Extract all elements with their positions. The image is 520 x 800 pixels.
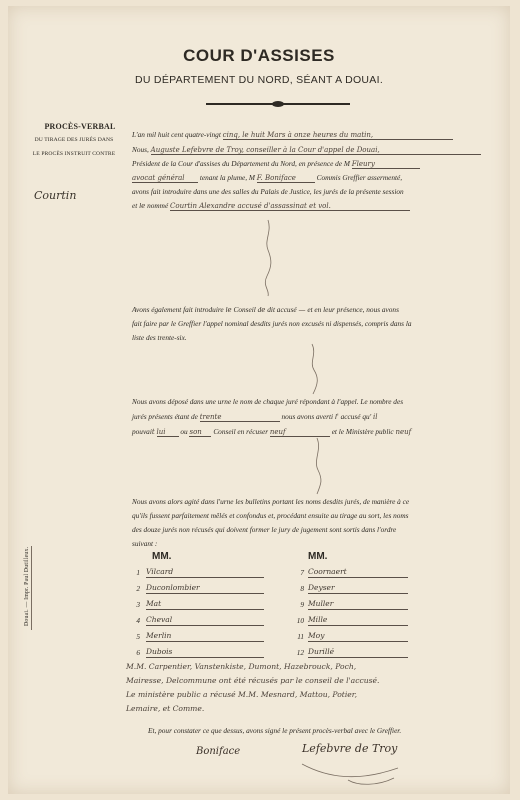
paragraph2-line-3: liste des trente-six.	[132, 333, 187, 342]
juror-name: Coornaert	[308, 567, 347, 576]
juror-fill-line	[146, 657, 264, 658]
juror-fill-line	[308, 625, 408, 626]
juror-fill-line	[146, 625, 264, 626]
juror-fill-line	[308, 657, 408, 658]
juror-name: Mat	[146, 599, 162, 608]
juror-name: Muller	[308, 599, 334, 608]
margin-line-1: DU TIRAGE DES JURÉS DANS	[34, 137, 114, 143]
juror-fill-line	[308, 593, 408, 594]
margin-line-2: LE PROCÈS INSTRUIT CONTRE	[32, 151, 116, 157]
paragraph2-line-2: fait faire par le Greffier l'appel nominal desdits jurés non excusés ni dispensés, compris dans la	[132, 319, 412, 328]
opening-line-5: avons fait introduire dans une des salles du Palais de Justice, les jurés de la présente session	[132, 187, 404, 196]
document-sheet	[8, 6, 510, 794]
juror-fill-line	[146, 641, 264, 642]
recusation-note-line-4: Lemaire, et Comme.	[126, 704, 205, 713]
juror-number: 8	[300, 584, 304, 593]
juror-fill-line	[308, 609, 408, 610]
paragraph4-line-2: qu'ils fussent parfaitement mêlés et confondus et, procédant ensuite au tirage au sort, les noms	[132, 511, 409, 520]
juror-number: 12	[296, 648, 304, 657]
paragraph3-line-3: pouvait lui ou son Conseil en récuser neuf et le Ministère public neuf	[132, 427, 412, 436]
juror-name: Dubois	[146, 647, 173, 656]
recusation-note-line-2: Mairesse, Delcommune ont été récusés par le conseil de l'accusé.	[126, 676, 380, 685]
juror-name: Durillé	[308, 647, 335, 656]
juror-fill-line	[146, 609, 264, 610]
opening-line-1: L'an mil huit cent quatre-vingt cinq, le huit Mars à onze heures du matin,	[132, 130, 453, 140]
juror-fill-line	[308, 641, 408, 642]
opening-line-2: Nous, Auguste Lefebvre de Troy, conseiller à la Cour d'appel de Douai,	[132, 145, 481, 155]
juror-name: Moy	[308, 631, 325, 640]
jurors-header-right: MM.	[308, 551, 328, 562]
blank-filler-mark-2	[304, 342, 324, 396]
juror-number: 1	[136, 568, 140, 577]
blank-filler-mark-1	[258, 218, 278, 298]
juror-number: 2	[136, 584, 140, 593]
juror-number: 11	[297, 632, 304, 641]
juror-name: Deyser	[308, 583, 335, 592]
paragraph4-line-1: Nous avons alors agité dans l'urne les bulletins portant les noms desdits jurés, de manière à ce	[132, 497, 410, 506]
printer-imprint: Douai. — Impr. Paul Dutilleux.	[24, 546, 30, 626]
paragraph4-line-3: des douze jurés non récusés qui doivent former le jury de jugement sont sortis dans l'ordre	[132, 525, 397, 534]
juror-number: 6	[136, 648, 140, 657]
court-subtitle: DU DÉPARTEMENT DU NORD, SÉANT A DOUAI.	[134, 74, 384, 86]
juror-number: 3	[136, 600, 140, 609]
margin-title: PROCÈS-VERBAL	[44, 122, 116, 131]
blank-filler-mark-3	[308, 436, 328, 496]
paragraph3-line-1: Nous avons déposé dans une urne le nom de chaque juré répondant à l'appel. Le nombre des	[132, 397, 404, 406]
juror-fill-line	[146, 593, 264, 594]
paragraph2-line-1: Avons également fait introduire le Conseil de dit accusé — et en leur présence, nous avons	[132, 305, 399, 314]
juror-number: 9	[300, 600, 304, 609]
greffier-signature: Boniface	[196, 746, 241, 757]
juror-name: Mille	[308, 615, 328, 624]
juror-name: Vilcard	[146, 567, 174, 576]
juror-number: 5	[136, 632, 140, 641]
paragraph4-line-4: suivant :	[132, 539, 158, 548]
opening-line-4: avocat général tenant la plume, M F. Boniface Commis Greffier assermenté,	[132, 173, 403, 182]
juror-fill-line	[308, 577, 408, 578]
margin-accused-name: Courtin	[34, 189, 77, 202]
juror-number: 4	[136, 616, 140, 625]
jurors-header-left: MM.	[152, 551, 172, 562]
closing-statement: Et, pour constater ce que dessus, avons signé le présent procès-verbal avec le Greffier.	[148, 726, 402, 735]
juror-name: Merlin	[146, 631, 172, 640]
paragraph3-line-2: jurés présents étant de trente nous avons averti l' accusé qu' il	[132, 412, 378, 421]
signature-flourish	[298, 758, 408, 788]
juror-fill-line	[146, 577, 264, 578]
recusation-note-line-1: M.M. Carpentier, Vanstenkiste, Dumont, Hazebrouck, Poch,	[126, 662, 357, 671]
juror-number: 10	[296, 616, 304, 625]
court-title: COUR D'ASSISES	[183, 46, 335, 65]
juror-name: Duconlombier	[146, 583, 200, 592]
juror-name: Cheval	[146, 615, 173, 624]
recusation-note-line-3: Le ministère public a récusé M.M. Mesnard, Mattou, Potier,	[126, 690, 357, 699]
juror-number: 7	[300, 568, 304, 577]
opening-line-6: et le nommé Courtin Alexandre accusé d'assassinat et vol.	[132, 201, 410, 211]
opening-line-3: Président de la Cour d'assises du Département du Nord, en présence de M Fleury	[132, 159, 420, 169]
president-signature: Lefebvre de Troy	[302, 742, 398, 755]
decorative-rule	[206, 103, 350, 105]
